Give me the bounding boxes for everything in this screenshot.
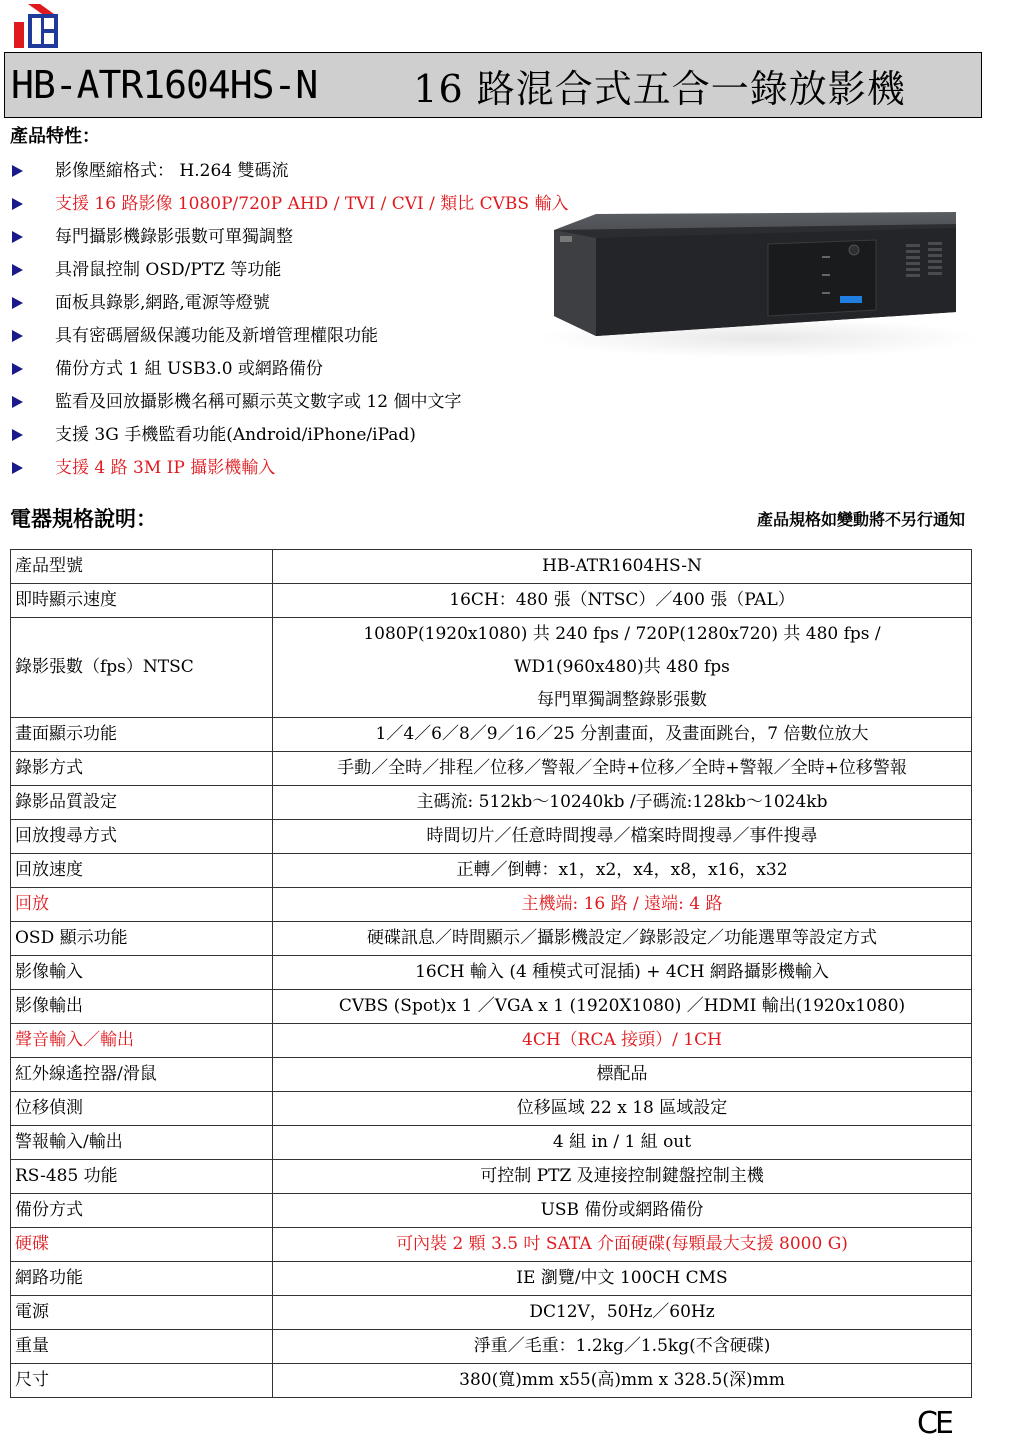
spec-value (273, 854, 972, 888)
spec-row (11, 1330, 972, 1364)
spec-row (11, 718, 972, 752)
bullet-triangle-icon (12, 363, 23, 375)
feature-item (10, 220, 568, 253)
spec-value-line: 淨重／毛重：1.2kg／1.5kg(不含硬碟) (473, 1336, 771, 1356)
spec-value (273, 1330, 972, 1364)
spec-value (273, 1228, 972, 1262)
bullet-triangle-icon (12, 462, 23, 474)
spec-row (11, 1024, 972, 1058)
spec-value-line: 硬碟訊息／時間顯示／攝影機設定／錄影設定／功能選單等設定方式 (367, 928, 877, 948)
spec-value-line: 1080P(1920x1080) 共 240 fps / 720P(1280x720) 共 480 fps / (363, 624, 881, 644)
spec-key: 錄影方式 (11, 752, 273, 786)
spec-row (11, 990, 972, 1024)
spec-value-line: 4 組 in / 1 組 out (552, 1132, 692, 1152)
spec-key: 產品型號 (11, 550, 273, 584)
spec-value (273, 990, 972, 1024)
feature-text: 支援 3G 手機監看功能(Android/iPhone/iPad) (55, 424, 416, 445)
spec-row (11, 1160, 972, 1194)
spec-value (273, 922, 972, 956)
spec-key: 警報輸入/輸出 (11, 1126, 273, 1160)
feature-text: 面板具錄影,網路,電源等燈號 (55, 292, 270, 313)
spec-value-line: USB 備份或網路備份 (540, 1200, 704, 1220)
spec-value-line: HB-ATR1604HS-N (542, 556, 702, 576)
spec-value (273, 1058, 972, 1092)
spec-value-line: 4CH（RCA 接頭）/ 1CH (522, 1030, 722, 1050)
feature-text: 支援 4 路 3M IP 攝影機輸入 (55, 457, 276, 478)
spec-value-line: 可內裝 2 顆 3.5 吋 SATA 介面硬碟(每顆最大支援 8000 G) (396, 1234, 848, 1254)
features-heading: 產品特性： (10, 126, 100, 147)
spec-key: 電源 (11, 1296, 273, 1330)
spec-row (11, 1296, 972, 1330)
title-bar (4, 52, 982, 118)
spec-value (273, 1364, 972, 1398)
specs-notice: 產品規格如變動將不另行通知 (756, 510, 965, 529)
spec-value-line: 每門單獨調整錄影張數 (537, 690, 707, 710)
spec-key: 即時顯示速度 (11, 584, 273, 618)
spec-row (11, 1058, 972, 1092)
spec-row (11, 1262, 972, 1296)
feature-text: 支援 16 路影像 1080P/720P AHD / TVI / CVI / 類比 CVBS 輸入 (55, 193, 569, 214)
bullet-triangle-icon (12, 330, 23, 342)
feature-list (10, 154, 568, 484)
spec-value (273, 888, 972, 922)
spec-row (11, 1126, 972, 1160)
spec-row (11, 618, 972, 718)
bullet-triangle-icon (12, 297, 23, 309)
spec-value (273, 550, 972, 584)
spec-row (11, 1194, 972, 1228)
spec-key: 網路功能 (11, 1262, 273, 1296)
spec-table (10, 549, 972, 1398)
spec-key: 回放 (11, 888, 273, 922)
spec-key: RS-485 功能 (11, 1160, 273, 1194)
feature-item (10, 385, 568, 418)
spec-row (11, 584, 972, 618)
ce-mark: CE (917, 1406, 951, 1441)
spec-row (11, 1228, 972, 1262)
spec-value-line: WD1(960x480)共 480 fps (514, 657, 730, 677)
spec-value (273, 1160, 972, 1194)
spec-row (11, 820, 972, 854)
spec-key: 影像輸入 (11, 956, 273, 990)
spec-value-line: 16CH：480 張（NTSC）／400 張（PAL） (449, 590, 795, 610)
spec-value-line: 正轉／倒轉：x1，x2，x4，x8，x16，x32 (456, 860, 788, 880)
dvr-product-image (536, 188, 982, 360)
spec-value (273, 820, 972, 854)
spec-value-line: 時間切片／任意時間搜尋／檔案時間搜尋／事件搜尋 (426, 826, 818, 846)
spec-key: OSD 顯示功能 (11, 922, 273, 956)
spec-value (273, 1024, 972, 1058)
spec-value (273, 752, 972, 786)
spec-value (273, 956, 972, 990)
spec-key: 回放搜尋方式 (11, 820, 273, 854)
feature-item (10, 451, 568, 484)
spec-row (11, 1364, 972, 1398)
specs-heading: 電器規格說明： (10, 506, 157, 531)
spec-value-line: 主碼流: 512kb～10240kb /子碼流:128kb～1024kb (416, 792, 828, 812)
feature-item (10, 418, 568, 451)
spec-row (11, 854, 972, 888)
spec-value-line: CVBS (Spot)x 1 ／VGA x 1 (1920X1080) ／HDMI 輸出(1920x1080) (338, 996, 906, 1016)
spec-value-line: 標配品 (596, 1064, 648, 1084)
feature-item (10, 187, 568, 220)
spec-key: 回放速度 (11, 854, 273, 888)
feature-item (10, 352, 568, 385)
feature-text: 影像壓縮格式： H.264 雙碼流 (55, 160, 289, 181)
bullet-triangle-icon (12, 396, 23, 408)
spec-key: 影像輸出 (11, 990, 273, 1024)
spec-value (273, 1092, 972, 1126)
spec-value-line: DC12V，50Hz／60Hz (529, 1302, 715, 1322)
feature-item (10, 154, 568, 187)
feature-text: 具滑鼠控制 OSD/PTZ 等功能 (55, 259, 282, 280)
product-name-title: 16 路混合式五合一錄放影機 (413, 66, 906, 111)
spec-row (11, 1092, 972, 1126)
spec-value (273, 786, 972, 820)
spec-key: 聲音輸入／輸出 (11, 1024, 273, 1058)
feature-text: 監看及回放攝影機名稱可顯示英文數字或 12 個中文字 (55, 391, 462, 412)
feature-text: 每門攝影機錄影張數可單獨調整 (55, 226, 293, 247)
feature-text: 具有密碼層級保護功能及新增管理權限功能 (55, 325, 378, 346)
spec-value (273, 1296, 972, 1330)
spec-value-line: IE 瀏覽/中文 100CH CMS (516, 1268, 728, 1288)
spec-key: 紅外線遙控器/滑鼠 (11, 1058, 273, 1092)
spec-row (11, 922, 972, 956)
spec-value-line: 位移區域 22 x 18 區域設定 (516, 1098, 728, 1118)
spec-value-line: 手動／全時／排程／位移／警報／全時+位移／全時+警報／全時+位移警報 (337, 758, 907, 778)
spec-key: 錄影張數（fps）NTSC (11, 618, 273, 718)
feature-item (10, 319, 568, 352)
spec-key: 錄影品質設定 (11, 786, 273, 820)
feature-item (10, 253, 568, 286)
spec-value (273, 1126, 972, 1160)
spec-row (11, 956, 972, 990)
feature-text: 備份方式 1 組 USB3.0 或網路備份 (55, 358, 323, 379)
spec-value (273, 618, 972, 718)
spec-key: 硬碟 (11, 1228, 273, 1262)
spec-row (11, 550, 972, 584)
spec-value-line: 主機端: 16 路 / 遠端: 4 路 (521, 894, 723, 914)
spec-value-line: 380(寬)mm x55(高)mm x 328.5(深)mm (459, 1370, 785, 1390)
spec-value (273, 584, 972, 618)
spec-key: 畫面顯示功能 (11, 718, 273, 752)
spec-key: 重量 (11, 1330, 273, 1364)
spec-value (273, 1262, 972, 1296)
bullet-triangle-icon (12, 165, 23, 177)
spec-value-line: 16CH 輸入 (4 種模式可混插) + 4CH 網路攝影機輸入 (415, 962, 829, 982)
spec-key: 尺寸 (11, 1364, 273, 1398)
bullet-triangle-icon (12, 264, 23, 276)
spec-row (11, 888, 972, 922)
spec-value (273, 718, 972, 752)
bullet-triangle-icon (12, 231, 23, 243)
model-title: HB-ATR1604HS-N (11, 63, 318, 107)
spec-key: 位移偵測 (11, 1092, 273, 1126)
spec-value-line: 1／4／6／8／9／16／25 分割畫面，及畫面跳台，7 倍數位放大 (375, 724, 869, 744)
spec-key: 備份方式 (11, 1194, 273, 1228)
spec-row (11, 786, 972, 820)
company-logo (14, 0, 60, 48)
bullet-triangle-icon (12, 429, 23, 441)
spec-value (273, 1194, 972, 1228)
feature-item (10, 286, 568, 319)
bullet-triangle-icon (12, 198, 23, 210)
spec-row (11, 752, 972, 786)
spec-value-line: 可控制 PTZ 及連接控制鍵盤控制主機 (480, 1166, 764, 1186)
